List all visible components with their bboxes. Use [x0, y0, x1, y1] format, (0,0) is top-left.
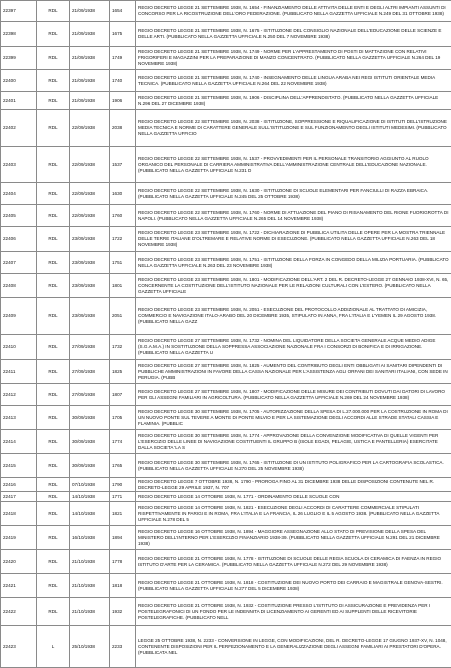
record-number: 22402	[1, 110, 37, 147]
record-number: 22412	[1, 384, 37, 406]
record-type: RDL	[37, 47, 70, 70]
record-number: 22419	[1, 526, 37, 550]
record-code: 1906	[110, 92, 136, 110]
record-date: 27/09/1938	[70, 335, 110, 360]
record-type: RDL	[37, 274, 70, 298]
table-row	[1, 430, 451, 454]
record-type: RDL	[37, 183, 70, 205]
record-description: REGIO DECRETO LEGGE 14 OTTOBRE 1938, N. 1771 - ORDINAMENTO DELLE SCUOLE CON	[136, 492, 451, 502]
record-date: 21/09/1938	[70, 22, 110, 47]
record-description: REGIO DECRETO LEGGE 30 SETTEMBRE 1938, N. 1705 - AUTORIZZAZIONE DELLA SPESA DI L.27.000.000 PER LA COSTRUZIONE IN ROMA DI UN NUOVO PONTE SUL TEVERE A MONTE DI PONTE MILVIO E PER LA SISTEMAZIONE DEGLI ACCORDI ALLE STRADE STATALI CASSIA E FLAMINIA. (PUBBLIC	[136, 406, 451, 430]
record-code: 1732	[110, 335, 136, 360]
record-type: RDL	[37, 550, 70, 574]
record-date: 30/09/1938	[70, 454, 110, 478]
record-type: RDL	[37, 598, 70, 626]
record-date: 30/09/1938	[70, 406, 110, 430]
record-code: 1705	[110, 406, 136, 430]
record-number: 22411	[1, 360, 37, 384]
record-code: 1654	[110, 1, 136, 22]
record-number: 22404	[1, 183, 37, 205]
table-row	[1, 526, 451, 550]
record-type: RDL	[37, 454, 70, 478]
record-description: REGIO DECRETO LEGGE 22 SETTEMBRE 1938, N. 1630 - ISTITUZIONE DI SCUOLE ELEMENTARI PER FANCIULLI DI RAZZA EBRAICA. (PUBBLICATO NELLA GAZZETTA UFFICIALE N.245 DEL 25 OTTOBRE 1938)	[136, 183, 451, 205]
record-date: 16/10/1938	[70, 526, 110, 550]
record-date: 27/09/1938	[70, 384, 110, 406]
record-description: REGIO DECRETO LEGGE 22 SETTEMBRE 1938, N. 1760 - NORME DI ATTUAZIONE DEL PIANO DI RISANAMENTO DEL RIONE FUORIGROTTA DI NAPOLI. (PUBBLICATO NELLA GAZZETTA UFFICIALE N.265 DEL 14 NOVEMBRE 1938)	[136, 205, 451, 227]
record-number: 22403	[1, 147, 37, 183]
record-number: 22399	[1, 47, 37, 70]
record-description: REGIO DECRETO LEGGE 23 SETTEMBRE 1938, N. 1751 - ISTITUZIONE DELLA FORZA IN CONGEDO DELLA MILIZIA PORTUARIA. (PUBBLICATO NELLA GAZZETTA UFFICIALE N.263 DEL 23 NOVEMBRE 1938)	[136, 252, 451, 274]
record-code: 1740	[110, 70, 136, 92]
record-date: 14/10/1938	[70, 502, 110, 526]
table-row	[1, 478, 451, 492]
record-date: 21/09/1938	[70, 47, 110, 70]
record-type: RDL	[37, 227, 70, 252]
table-row	[1, 183, 451, 205]
record-type: RDL	[37, 92, 70, 110]
record-type: RDL	[37, 406, 70, 430]
record-description: REGIO DECRETO LEGGE 21 SETTEMBRE 1938, N. 1906 - DISCIPLINA DELL'APPRENDISTATO. (PUBBLICATO NELLA GAZZETTA UFFICIALE N.296 DEL 27 DICEMBRE 1938)	[136, 92, 451, 110]
record-number: 22410	[1, 335, 37, 360]
record-date: 23/09/1938	[70, 274, 110, 298]
record-date: 21/09/1938	[70, 92, 110, 110]
record-description: REGIO DECRETO LEGGE 23 SETTEMBRE 1938, N. 2051 - ESECUZIONE DEL PROTOCOLLO ADDIZIONALE AL TRATTATO DI AMICIZIA, COMMERCIO E NAVIGAZIONE ITALO-ARABO DEL 20 DICEMBRE 1935, STIPULATO IN ANNA, FRA L'ITALIA E L'YEMEN IL 29 AGOSTO 1938. (PUBBLICATO NELLA GAZZ	[136, 298, 451, 335]
record-date: 21/10/1938	[70, 574, 110, 598]
record-code: 1537	[110, 147, 136, 183]
record-type: RDL	[37, 574, 70, 598]
record-date: 21/10/1938	[70, 598, 110, 626]
record-date: 27/09/1938	[70, 360, 110, 384]
table-row	[1, 1, 451, 22]
table-row	[1, 626, 451, 668]
table-row	[1, 574, 451, 598]
record-type: L	[37, 626, 70, 668]
record-number: 22414	[1, 430, 37, 454]
record-number: 22397	[1, 1, 37, 22]
record-type: RDL	[37, 110, 70, 147]
record-description: REGIO DECRETO LEGGE 22 SETTEMBRE 1938, N. 1537 - PROVVEDIMENTI PER IL PERSONALE TRANSITORIO AGGIUNTO AL RUOLO ORGANICO DEL PERSONALE DI CARRIERA AMMINISTRATIVA DELL'AMMINISTRAZIONE CENTRALE DELL'EDUCAZIONE NAZIONALE. (PUBBLICATO NELLA GAZZETTA UFFICIALE N.231 D	[136, 147, 451, 183]
record-number: 22417	[1, 492, 37, 502]
record-number: 22415	[1, 454, 37, 478]
record-date: 21/09/1938	[70, 1, 110, 22]
record-type: RDL	[37, 430, 70, 454]
record-code: 1807	[110, 384, 136, 406]
record-date: 07/10/1938	[70, 478, 110, 492]
table-row	[1, 252, 451, 274]
record-type: RDL	[37, 298, 70, 335]
table-row	[1, 360, 451, 384]
record-number: 22413	[1, 406, 37, 430]
record-description: REGIO DECRETO LEGGE 27 SETTEMBRE 1938, N. 1825 - AUMENTO DEL CONTRIBUTO DEGLI ENTI OBBLIGATI AI SANITARI DIPENDENTI DI PUBBLICHE AMMINISTRAZIONI IN FAVORE DELLA CASSA NAZIONALE PER L'ASSISTENZA AGLI ORFANI DEI SANITARI ITALIANI, CON SEDE IN PERUGIA. (PUBB	[136, 360, 451, 384]
table-row	[1, 550, 451, 574]
record-code: 1821	[110, 502, 136, 526]
record-description: REGIO DECRETO LEGGE 21 OTTOBRE 1938, N. 1818 - COSTITUZIONE DEI NUOVO PORTO DEI CARRAIO E MAGISTRALE GENOVA-SESTRI. (PUBBLICATO NELLA GAZZETTA UFFICIALE N.277 DEL 5 DICEMBRE 1938)	[136, 574, 451, 598]
record-date: 23/09/1938	[70, 252, 110, 274]
record-description: REGIO DECRETO LEGGE 27 SETTEMBRE 1938, N. 1732 - NOMINA DEL LIQUIDATORE DELLA SOCIETA GENERALE ACQUE MEDIO ADIGE (S.G.A.M.A.) IN SOSTITUZIONE DELLA SOPPRESSA ASSOCIAZIONE NAZIONALE FRA I CONSORZI DI BONIFICA E DI IRRIGAZIONE. (PUBBLICATO NELLA GAZZETTA U	[136, 335, 451, 360]
table-row	[1, 598, 451, 626]
table-row	[1, 22, 451, 47]
record-date: 22/09/1938	[70, 183, 110, 205]
record-date: 23/09/1938	[70, 227, 110, 252]
record-code: 1894	[110, 526, 136, 550]
record-number: 22401	[1, 92, 37, 110]
table-row	[1, 454, 451, 478]
record-date: 22/09/1938	[70, 110, 110, 147]
record-date: 30/09/1938	[70, 430, 110, 454]
record-code: 1765	[110, 454, 136, 478]
record-number: 22406	[1, 227, 37, 252]
record-date: 22/09/1938	[70, 205, 110, 227]
table-row	[1, 205, 451, 227]
record-code: 1778	[110, 550, 136, 574]
record-description: REGIO DECRETO LEGGE 30 SETTEMBRE 1938, N. 1765 - ISTITUZIONE DI UN ISTITUTO POLIGRAFICO PER LA CARTOGRAFIA SCOLASTICA. (PUBBLICATO NELLA GAZZETTA UFFICIALE N.270 DEL 25 NOVEMBRE 1938)	[136, 454, 451, 478]
table-row	[1, 335, 451, 360]
record-description: REGIO DECRETO LEGGE 21 SETTEMBRE 1938, N. 1675 - ISTITUZIONE DEL CONSIGLIO NAZIONALE DELL'EDUCAZIONE DELLE SCIENZE E DELLE ARTI. (PUBBLICATO NELLA GAZZETTA UFFICIALE N.250 DEL 7 NOVEMBRE 1938)	[136, 22, 451, 47]
record-number: 22418	[1, 502, 37, 526]
record-code: 1825	[110, 360, 136, 384]
table-row	[1, 298, 451, 335]
table-row	[1, 274, 451, 298]
record-type: RDL	[37, 70, 70, 92]
record-description: REGIO DECRETO LEGGE 21 SETTEMBRE 1938, N. 1654 - FINANZIAMENTO DELLE ATTIVITA DELLE ENTI E DEGLI ALTRI IMPIANTI ASSUNTI DI CONCORSO PER LA RICOSTRUZIONE DELL'ORO FEDERAZIONE. (PUBBLICATO NELLA GAZZETTA UFFICIALE N.249 DEL 31 OTTOBRE 1938)	[136, 1, 451, 22]
record-type: RDL	[37, 360, 70, 384]
record-number: 22400	[1, 70, 37, 92]
record-description: REGIO DECRETO LEGGE 27 SETTEMBRE 1938, N. 1807 - MODIFICAZIONE DELLE MISURE DEI CONTRIBUTI DOVUTI DAI DATORI DI LAVORO PER GLI ASSEGNI FAMILIARI IN AGRICOLTURA. (PUBBLICATO NELLA GAZZETTA UFFICIALE N.269 DEL 24 NOVEMBRE 1938)	[136, 384, 451, 406]
record-code: 1722	[110, 227, 136, 252]
record-number: 22408	[1, 274, 37, 298]
record-code: 1749	[110, 47, 136, 70]
record-code: 1818	[110, 574, 136, 598]
record-type: RDL	[37, 492, 70, 502]
record-date: 22/09/1938	[70, 147, 110, 183]
table-row	[1, 384, 451, 406]
table-row	[1, 502, 451, 526]
record-description: REGIO DECRETO LEGGE 16 OTTOBRE 1938, N. 1894 - MAGGIORE ASSEGNAZIONE ALLO STATO DI PREVISIONE DELLA SPESA DEL MINISTERO DELL'INTERNO PER L'ESERCIZIO FINANZIARIO 1938-39. (PUBBLICATO NELLA GAZZETTA UFFICIALE N.291 DEL 21 DICEMBRE 1938)	[136, 526, 451, 550]
record-number: 22398	[1, 22, 37, 47]
record-number: 22416	[1, 478, 37, 492]
record-date: 21/10/1938	[70, 550, 110, 574]
record-description: REGIO DECRETO LEGGE 7 OTTOBRE 1938, N. 1790 - PROROGA FINO AL 31 DICEMBRE 1938 DELLE DISPOSIZIONI CONTENUTE NEL R. DECRETO-LEGGE 29 APRILE 1937, N. 707	[136, 478, 451, 492]
record-description: REGIO DECRETO LEGGE 14 OTTOBRE 1938, N. 1821 - ESECUZIONE DEGLI ACCORDI DI CARATTERE COMMERCIALE STIPULATI RISPETTIVAMENTE IN PARIGI E IN ROMA, FRA L'ITALIA E LA FRANCIA, IL 26 LUGLIO E IL 5 AGOSTO 1938. (PUBBLICATO NELLA GAZZETTA UFFICIALE N.278 DEL 5	[136, 502, 451, 526]
record-description: REGIO DECRETO LEGGE 23 SETTEMBRE 1938, N. 1801 - MODIFICAZIONE DELL'ART. 2 DEL R. DECRETO-LEGGE 27 GENNAIO 1938-XVI, N. 65, CONCERNENTE LA COSTITUZIONE DELL'ISTITUTO NAZIONALE PER LE RELAZIONI CULTURALI CON L'ESTERO. (PUBBLICATO NELLA GAZZETTA UFFICIALE	[136, 274, 451, 298]
record-number: 22409	[1, 298, 37, 335]
record-code: 1790	[110, 478, 136, 492]
record-description: REGIO DECRETO LEGGE 30 SETTEMBRE 1938, N. 1774 - APPROVAZIONE DELLA CONVENZIONE MODIFICATIVA DI QUELLE VIGENTI PER L'ESERCIZIO DELLE LINEE DI NAVIGAZIONE COSTITUENTI IL GRUPPO B (ISOLE EGADI, PELAGIE, USTICA E PANTELLERIA) ESERCITATE DALLA SOCIETA 'LA S	[136, 430, 451, 454]
record-number: 22405	[1, 205, 37, 227]
record-type: RDL	[37, 205, 70, 227]
record-date: 23/09/1938	[70, 298, 110, 335]
record-description: REGIO DECRETO LEGGE 21 OTTOBRE 1938, N. 1778 - ISTITUZIONE DI SCUOLE DELLE REGIA SCUOLA DI CERAMICA DI FAENZA IN REGIO ISTITUTO D'ARTE PER LA CERAMICA. (PUBBLICATO NELLA GAZZETTA UFFICIALE N.272 DEL 29 NOVEMBRE 1938)	[136, 550, 451, 574]
record-description: REGIO DECRETO LEGGE 23 SETTEMBRE 1938, N. 1722 - DICHIARAZIONE DI PUBBLICA UTILITA DELLE OPERE PER LA MOSTRA TRIENNALE DELLE TERRE ITALIANE D'OLTREMARE E RELATIVE NORME DI ESECUZIONE. (PUBBLICATO NELLA GAZZETTA UFFICIALE N.263 DEL 18 NOVEMBRE 1938)	[136, 227, 451, 252]
record-type: RDL	[37, 252, 70, 274]
record-date: 21/09/1938	[70, 70, 110, 92]
record-code: 1771	[110, 492, 136, 502]
record-number: 22423	[1, 626, 37, 668]
record-code: 1801	[110, 274, 136, 298]
table-row	[1, 406, 451, 430]
record-number: 22421	[1, 574, 37, 598]
record-date: 14/10/1938	[70, 492, 110, 502]
record-code: 1751	[110, 252, 136, 274]
record-type: RDL	[37, 478, 70, 492]
record-type: RDL	[37, 22, 70, 47]
table-row	[1, 92, 451, 110]
record-description: REGIO DECRETO LEGGE 21 SETTEMBRE 1938, N. 1740 - INSEGNAMENTO DELLE LINGUA ARABA NEI REGI ISTITUTI ORIENTALE MEDIA TECNICA. (PUBBLICATO NELLA GAZZETTA UFFICIALE N.264 DEL 22 NOVEMBRE 1938)	[136, 70, 451, 92]
record-type: RDL	[37, 147, 70, 183]
record-type: RDL	[37, 384, 70, 406]
table-row	[1, 70, 451, 92]
record-description: REGIO DECRETO LEGGE 21 SETTEMBRE 1938, N. 1749 - NORME PER L'APPRESTAMENTO DI POSTI DI MATTAZIONE CON RELATIVI FRIGORIFERI E MAGAZZINI PER LA PREPARAZIONE DI MANZO CONCENTRATO. (PUBBLICATO NELLA GAZZETTA UFFICIALE N.264 DEL 19 NOVEMBRE 1938)	[136, 47, 451, 70]
table-row	[1, 147, 451, 183]
record-code: 1932	[110, 598, 136, 626]
record-code: 2051	[110, 298, 136, 335]
record-number: 22407	[1, 252, 37, 274]
record-type: RDL	[37, 1, 70, 22]
record-code: 1675	[110, 22, 136, 47]
record-code: 1774	[110, 430, 136, 454]
record-description: LEGGE 25 OTTOBRE 1938, N. 2233 - CONVERSIONE IN LEGGE, CON MODIFICAZIONI, DEL R. DECRETO-LEGGE 17 GIUGNO 1937-XV, N. 1048, CONTENENTE DISPOSIZIONI PER IL PERFEZIONAMENTO E LA GENERALIZZAZIONE DEGLI ASSEGNI FAMILIARI AI PRESTATORI D'OPERA. (PUBBLICATA NEL	[136, 626, 451, 668]
record-number: 22422	[1, 598, 37, 626]
registry-body	[1, 1, 451, 668]
record-type: RDL	[37, 335, 70, 360]
table-row	[1, 227, 451, 252]
record-code: 1630	[110, 183, 136, 205]
table-row	[1, 492, 451, 502]
record-code: 1760	[110, 205, 136, 227]
record-code: 2233	[110, 626, 136, 668]
table-row	[1, 47, 451, 70]
record-number: 22420	[1, 550, 37, 574]
record-type: RDL	[37, 502, 70, 526]
table-row	[1, 110, 451, 147]
record-description: REGIO DECRETO LEGGE 22 SETTEMBRE 1938, N. 2038 - ISTITUZIONE, SOPPRESSIONE E RIQUALIFICAZIONE DI ISTITUTI DELL'ISTRUZIONE MEDIA TECNICA E NORME DI CARATTERE GENERALE SULL'ISTITUZIONE E SUL FUNZIONAMENTO DEGLI ISTITUTI MEDESIMI. (PUBBLICATO NELLA GAZZETTA UFFICIO	[136, 110, 451, 147]
record-date: 25/10/1938	[70, 626, 110, 668]
record-description: REGIO DECRETO LEGGE 21 OTTOBRE 1938, N. 1932 - COSTITUZIONE PRESSO L'ISTITUTO DI ASSICURAZIONE E PREVIDENZA PER I POSTELEGRAFONICI DI UN FONDO PER LE INDENNITA DI LICENZIAMENTO AI GERENTI ED AI SUPPLENTI DELLE RICEVITORIE POSTELEGRAFICHE. (PUBBLICATO NELL	[136, 598, 451, 626]
record-code: 2038	[110, 110, 136, 147]
record-type: RDL	[37, 526, 70, 550]
